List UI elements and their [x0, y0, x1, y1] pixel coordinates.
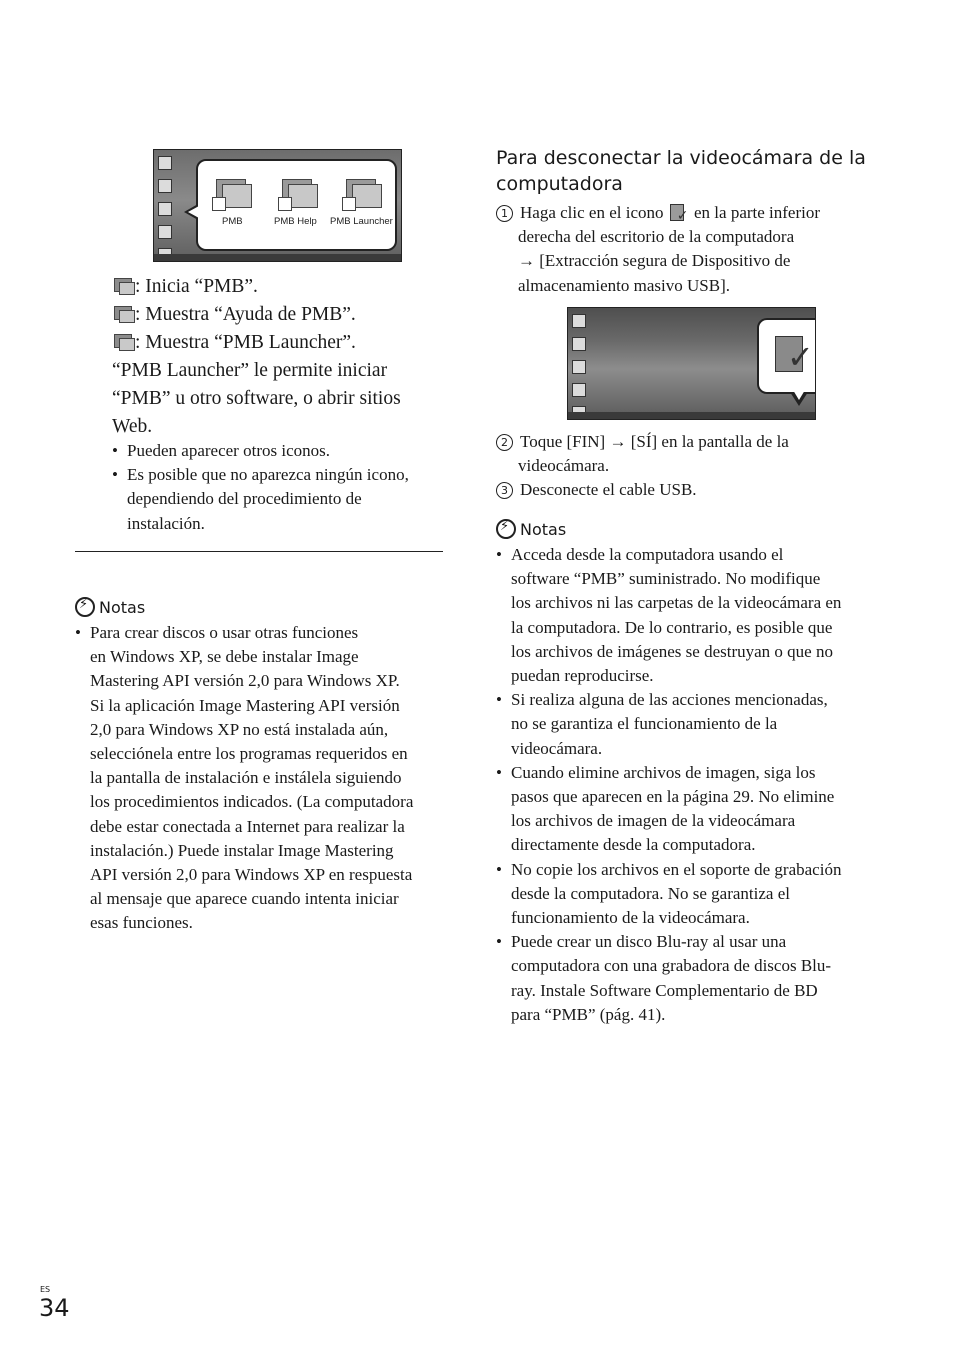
left-bullets [112, 439, 447, 536]
left-notes-list [75, 621, 447, 936]
pmb-launcher-icon-label: PMB Launcher [330, 216, 393, 227]
legend-pmb: : Inicia “PMB”. [112, 273, 401, 301]
icon-legend [112, 273, 401, 441]
pmb-icon-label: PMB [222, 216, 243, 227]
step-number: 3 [496, 482, 513, 499]
pmb-launcher-small-icon [112, 334, 134, 350]
list-item: • No copie los archivos en el soporte de grabación desde la computadora. No se garantiza el funcionamiento de la videocámara. [496, 858, 876, 931]
notes-title: Notas [99, 597, 146, 617]
pmb-desktop-screenshot [153, 149, 402, 262]
list-item: • Puede crear un disco Blu-ray al usar una computadora con una grabadora de discos Blu- ray. Instale Software Complementario de BD para “PMB” (pág. 41). [496, 930, 876, 1027]
step-1: 1 Haga clic en el icono ✓ en la parte inferior derecha del escritorio de la computadora → [Extracción segura de Dispositivo de almacenamiento masivo USB]. [496, 201, 876, 298]
step-number: 1 [496, 205, 513, 222]
list-item: • Cuando elimine archivos de imagen, siga los pasos que aparecen en la página 29. No elimine los archivos de imagen de la videocámara directamente desde la computadora. [496, 761, 876, 858]
pmb-icons-callout [196, 159, 397, 251]
check-mark-icon: ✓ [787, 338, 814, 376]
right-notes-list [496, 543, 876, 1027]
launcher-text-3: Web. [112, 416, 153, 437]
warning-bolt-icon [75, 597, 95, 617]
list-item: • Acceda desde la computadora usando el software “PMB” suministrado. No modifique los archivos ni las carpetas de la videocámara en la computadora. De lo contrario, es posible que los archivos de imágenes se destruyan o que no puedan reproducirse. [496, 543, 876, 688]
left-notes [75, 597, 447, 936]
section-divider [75, 551, 443, 552]
arrow-icon: → [518, 251, 535, 271]
list-item: • Es posible que no aparezca ningún icono, dependiendo del procedimiento de instalación. [112, 463, 447, 536]
warning-bolt-icon [496, 519, 516, 539]
pmb-help-icon [278, 177, 318, 211]
notes-header [75, 597, 447, 617]
list-item: • Si realiza alguna de las acciones mencionadas, no se garantiza el funcionamiento de la videocámara. [496, 688, 876, 761]
language-code: ES [40, 1285, 51, 1294]
arrow-icon: → [609, 432, 627, 451]
section-heading: Para desconectar la videocámara de la computadora [496, 147, 866, 195]
safely-remove-usb-icon [668, 203, 690, 221]
pmb-small-icon [112, 278, 134, 294]
step-3: 3 Desconecte el cable USB. [496, 478, 876, 502]
notes-title: Notas [520, 519, 567, 539]
callout-pointer-fill [188, 206, 199, 218]
list-item: • Pueden aparecer otros iconos. [112, 439, 447, 463]
desktop-icons [158, 156, 172, 262]
taskbar [154, 254, 401, 261]
legend-pmb-help: : Muestra “Ayuda de PMB”. [112, 301, 401, 329]
step-2: 2 Toque [FIN] → [SÍ] en la pantalla de la videocámara. [496, 430, 876, 478]
launcher-text-1: “PMB Launcher” le permite iniciar [112, 360, 388, 381]
pmb-help-icon-label: PMB Help [274, 216, 317, 227]
taskbar [568, 412, 815, 419]
step-number: 2 [496, 434, 513, 451]
usb-icon-callout [757, 318, 816, 394]
list-item: • Para crear discos o usar otras funciones en Windows XP, se debe instalar Image Mastering API versión 2,0 para Windows XP. Si la aplicación Image Mastering API versión 2,0 para Windows XP no está instalada aún, selecciónela entre los programas requeridos en la pantalla de instalación e instálela siguiendo los procedimientos indicados. (La computadora debe estar conectada a Internet para realizar la instalación.) Puede instalar Image Mastering API versión 2,0 para Windows XP en respuesta al mensaje que aparece cuando intenta iniciar esas funciones. [75, 621, 447, 936]
pmb-help-small-icon [112, 306, 134, 322]
launcher-text-2: “PMB” u otro software, o abrir sitios [112, 388, 401, 409]
callout-pointer-fill [793, 390, 805, 400]
legend-pmb-launcher: : Muestra “PMB Launcher”. [112, 329, 401, 357]
pmb-icon [212, 177, 252, 211]
usb-removal-screenshot [567, 307, 816, 420]
pmb-launcher-icon [342, 177, 382, 211]
notes-header [496, 519, 876, 539]
page-number: 34 [39, 1294, 70, 1322]
right-notes [496, 519, 876, 1027]
desktop-icons [572, 314, 586, 420]
